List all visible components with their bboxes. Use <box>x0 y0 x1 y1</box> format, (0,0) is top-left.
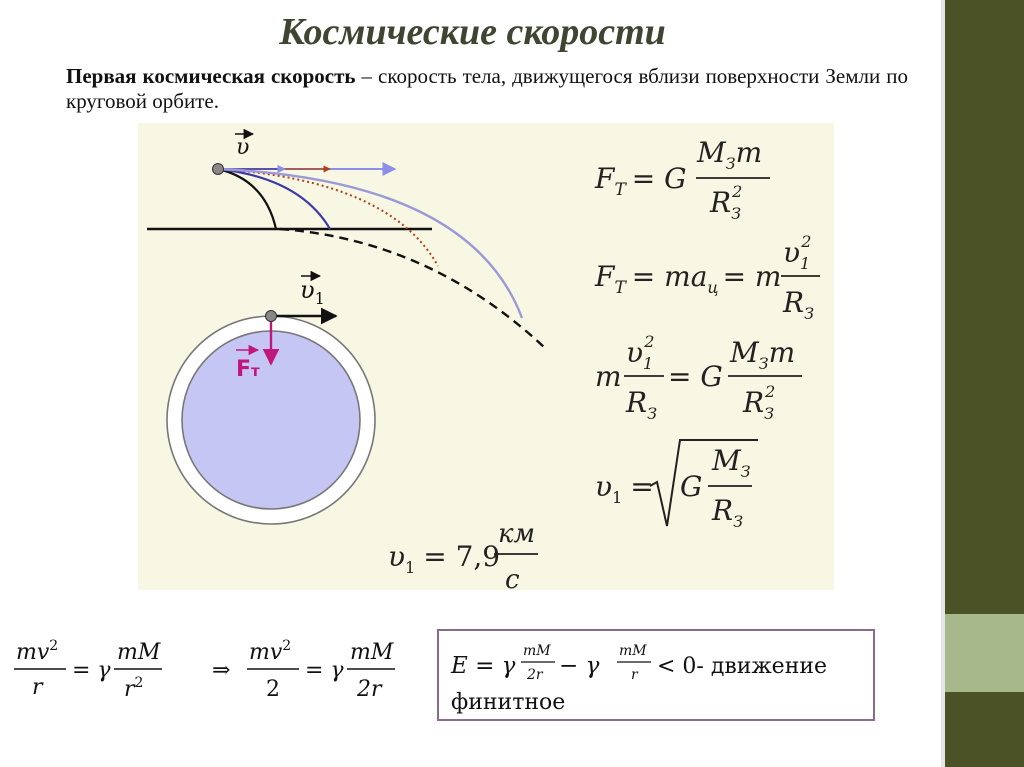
svg-text:RЗ2: $R_З2$ <box>743 382 776 423</box>
svg-text:< 0- движение: < 0- движение <box>657 654 828 679</box>
intro-rest: – скорость тела, движущегося вблизи поверхности Земли по круговой орбите. <box>66 64 908 113</box>
svg-text:MЗm: $M_Зm$ <box>697 136 763 173</box>
intro-term: Первая космическая скорость <box>66 64 356 88</box>
formula-v1-root <box>595 440 758 531</box>
svg-text:r: r <box>32 675 43 700</box>
velocity-top-label: υ <box>236 135 250 160</box>
svg-text:= γ: = γ <box>305 658 344 683</box>
svg-text:mM: mM <box>117 640 161 665</box>
svg-text:2r: 2r <box>527 667 543 683</box>
formula-centripetal <box>594 232 820 323</box>
svg-text:RЗ: $R_З$ <box>783 286 815 323</box>
energy-box <box>437 629 875 721</box>
svg-text:mv2: $mv^2$ <box>249 638 292 665</box>
orbit-point <box>266 311 277 322</box>
svg-text:υ12: $\upsilon_12$ <box>783 232 812 273</box>
svg-text:mM: mM <box>523 643 551 659</box>
launch-point <box>213 164 224 175</box>
svg-text:с: с <box>505 565 520 595</box>
svg-text:RЗ: $R_З$ <box>626 386 658 423</box>
sidebar-accent <box>945 614 1024 692</box>
svg-text:E = γ: E = γ <box>451 653 516 679</box>
svg-text:км: км <box>498 519 536 549</box>
bottom-formula-2 <box>247 638 395 702</box>
energy-formula <box>439 631 877 723</box>
svg-text:− γ: − γ <box>559 653 600 679</box>
svg-text:υ12: $\upsilon_12$ <box>626 332 655 373</box>
svg-text:= G: = G <box>668 360 723 393</box>
svg-text:G: G <box>680 470 703 503</box>
svg-text:2: 2 <box>266 677 280 702</box>
formula-gravity-force <box>594 136 770 223</box>
implies-arrow: ⇒ <box>212 658 231 683</box>
slide-title: Космические скорости <box>279 11 666 53</box>
formula-v1-value <box>388 519 538 595</box>
formula-equality <box>595 332 802 423</box>
velocity-v1-label: $\upsilon_1$ <box>300 276 325 308</box>
svg-text:r2: $r^2$ <box>124 675 144 702</box>
svg-text:MЗ: $M_З$ <box>712 444 751 481</box>
svg-text:MЗm: $M_Зm$ <box>730 336 796 373</box>
svg-text:υ1= 7,9: $\upsilon_1 = 7,9$ <box>388 540 501 577</box>
svg-text:2r: 2r <box>357 677 382 702</box>
formula-group <box>388 136 820 595</box>
svg-text:mv2: $mv^2$ <box>16 638 59 665</box>
gravity-force-label: Fт <box>236 357 260 382</box>
svg-text:RЗ: $R_З$ <box>712 494 744 531</box>
svg-text:mM: mM <box>619 643 647 659</box>
svg-text:= γ: = γ <box>72 658 111 683</box>
svg-text:υ1=: $\upsilon_1$ = <box>595 470 654 507</box>
bottom-formulas <box>14 638 395 702</box>
trajectory-short <box>218 169 276 229</box>
bottom-formula-1 <box>14 638 162 702</box>
trajectory-long <box>218 169 522 318</box>
svg-text:RЗ2: $R_З2$ <box>710 182 743 223</box>
svg-text:финитное: финитное <box>451 690 566 715</box>
svg-text:FT= G: $F_T = G$ <box>595 162 687 200</box>
svg-text:r: r <box>631 667 638 683</box>
svg-text:m: m <box>595 360 622 393</box>
svg-text:mM: mM <box>350 640 394 665</box>
svg-text:FT= maц= m: $F_T = ma_ц = m$ <box>595 260 782 298</box>
